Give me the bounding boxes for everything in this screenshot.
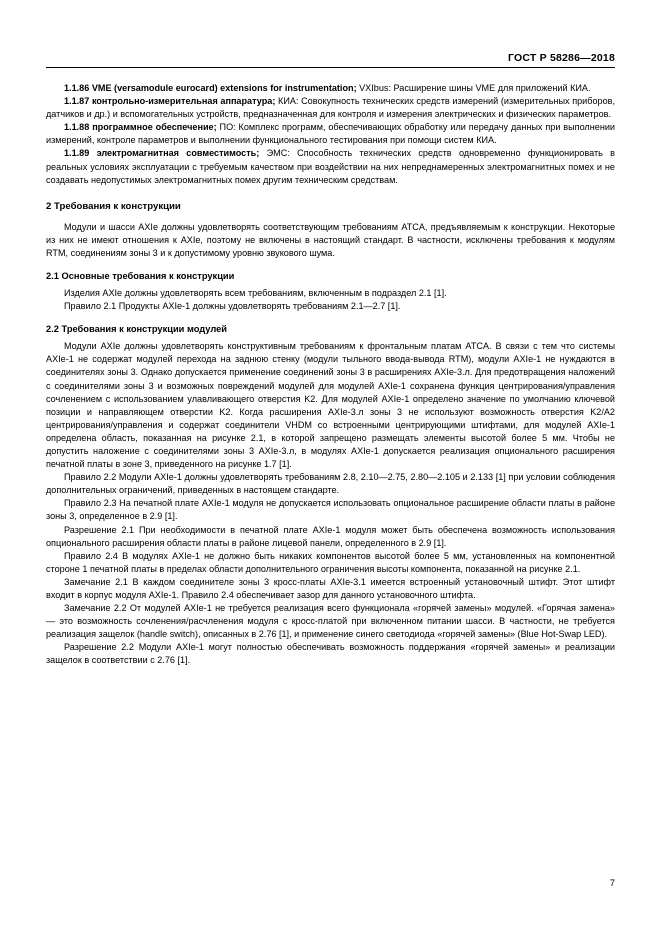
definition-term: контрольно-измерительная аппаратура; [91,96,276,107]
definition-item [46,82,615,95]
definition-text: VXIbus: Расширение шины VME для приложений КИА. [356,83,591,93]
subsection-heading-2-2: 2.2 Требования к конструкции модулей [46,324,228,335]
paragraph: Изделия AXIe должны удовлетворять всем требованиям, включенным в подраздел 2.1 [1]. [64,288,447,299]
page-number: 7 [609,878,615,889]
paragraph: Разрешение 2.2 Модули AXIe-1 могут полностью обеспечивать возможность поддержания «горячей замены» и реализации защелок в соответствии с 2.76 [1]. [46,642,615,666]
paragraph: Модули и шасси AXIe должны удовлетворять соответствующим требованиям ATCA, предъявляемым к конструкции. Некоторые из них не имеют отношения к AXIe, поэтому не включены в настоящий стандарт. В частности, исключены требования к модулям RTM, соединениям зоны 3 и к допустимому уровню звукового шума. [46,221,615,258]
definition-item [46,121,615,147]
definition-item [46,95,615,121]
paragraph: Правило 2.3 На печатной плате AXIe-1 модуля не допускается использовать опциональное расширение области платы в районе зоны 3, определенное в 2.9 [1]. [46,498,615,522]
definition-number: 1.1.86 [64,83,92,93]
paragraph: Замечание 2.2 От модулей AXIe-1 не требуется реализация всего функционала «горячей замены» модулей. «Горячая замена» — это возможность сочленения/расчленения модуля с кросс-платой при включенном питании шасси. В частности, не требуется реализация защелок (handle switch), описанных в 2.76 [1], и применение синего светодиода «горячей замены» (Blue Hot-Swap LED). [46,603,615,640]
subsection-2-2-body [46,340,615,667]
paragraph: Правило 2.2 Модули AXIe-1 должны удовлетворять требованиям 2.8, 2.10—2.75, 2.80—2.105 и 2.133 [1] при условии соблюдения дополнительных ограничений, приведенных в настоящем стандарте. [46,472,615,496]
definition-text: ПО: Комплекс программ, обеспечивающих обработку или передачу данных при выполнении измерений, контроле параметров и выполнении функционального тестирования при помощи систем КИА. [46,122,615,146]
definition-number: 1.1.87 [64,96,92,107]
paragraph: Разрешение 2.1 При необходимости в печатной плате AXIe-1 модуля может быть обеспечена возможность использования опционального расширения области платы в районе лицевой панели, определенного в 2.9 [1]. [46,524,615,548]
paragraph: Правило 2.4 В модулях AXIe-1 не должно быть никаких компонентов высотой более 5 мм, установленных на компонентной стороне 1 печатной платы в пределах области дополнительного ограничения высоты компонента, показанной на рисунке 2.1. [46,550,615,574]
definitions-block [46,82,615,187]
definition-term: программное обеспечение; [92,122,217,133]
definition-number: 1.1.89 [64,148,97,159]
page-header: ГОСТ Р 58286—2018 [507,52,615,64]
paragraph: Правило 2.1 Продукты AXIe-1 должны удовлетворять требованиям 2.1—2.7 [1]. [64,301,401,312]
definition-item [46,147,615,186]
paragraph: Замечание 2.1 В каждом соединителе зоны 3 кросс-платы AXIe-3.1 имеется встроенный установочный штифт. Этот штифт входит в корпус модуля AXIe-1. Правило 2.4 обеспечивает зазор для данного установочного штифта. [46,576,615,600]
subsection-heading-2-1: 2.1 Основные требования к конструкции [46,271,235,282]
subsection-2-1-body [46,287,615,313]
definition-term: VME (versamodule eurocard) extensions for instrumentation; [91,83,357,93]
definition-term: электромагнитная совместимость; [96,148,260,159]
paragraph: Модули AXIe должны удовлетворять конструктивным требованиям к фронтальным платам ATCA. В связи с тем что системы AXIe-1 не содержат модулей перехода на заднюю стенку (модули тыльного ввода-вывода RTM), модули AXIe-1 не нуждаются в соединителях зоны 3. Однако допускается применение соединений зоны 3 в расширениях AXIe-3.л. Для предотвращения наложений с соединителями зоны 3 и возможных повреждений модулей для модулей AXIe-1 сохранена функция центрирования/управления сочленением с использованием улавливающего отверстия K2. Для модулей AXIe-1 определено значение по умолчанию ключевой позиции и направляющем отверстии K2. Когда расширения AXIe-3.л зоны 3 не используют возможность отверстия K2/A2 центрирования/управления и содержат соединители VHDM со встроенными центрирующими штифтами, для модулей AXIe-1 определена область, показанная на рисунке 2.1, в которой запрещено размещать элементы высотой более 5 мм. Чтобы не допустить наложение с соединителями зоны 3 AXIe-3.л, в модулях AXIe-1 допускается реализация опционального расширения печатной платы в зоне 3, приведенного на рисунке 1.7 [1]. [46,341,615,470]
definition-text: ЭМС: Способность технических средств одновременно функционировать в реальных условиях эксплуатации с требуемым качеством при воздействии на них непреднамеренных электромагнитных помех и не создавать недопустимых электромагнитных помех другим техническим средствам. [46,148,615,185]
header-divider [46,67,615,68]
section-heading-2: 2 Требования к конструкции [46,200,181,212]
section-2-body [46,221,615,260]
definition-text: КИА: Совокупность технических средств измерений (измерительных приборов, датчиков и др.) и вспомогательных устройств, предназначенная для контроля и измерения электрических и физических параметров. [46,96,616,120]
definition-number: 1.1.88 [64,122,93,133]
